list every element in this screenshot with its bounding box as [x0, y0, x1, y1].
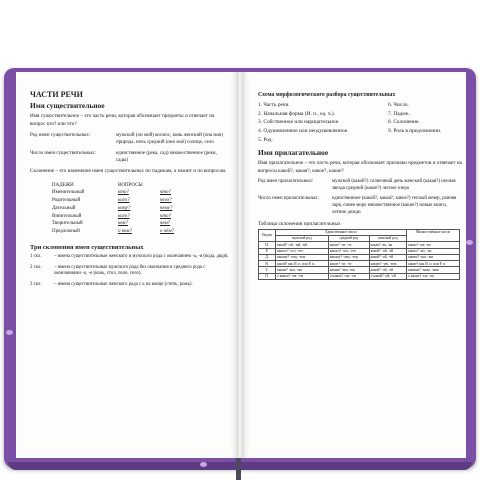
declension-item [30, 265, 230, 278]
declension-number: 2 скл. [30, 264, 42, 270]
scheme-list-right [388, 101, 462, 144]
table-cell: каких? -ых, -их [407, 248, 460, 254]
adjective-number-values: единственное (какой?, какая?, какое?) теплый вечер, ранняя заря, синее море множественное (какие?) новые книги, летние дожди [332, 195, 457, 215]
table-cell: какой? -ой, -ей [369, 254, 407, 260]
scheme-list-left [258, 101, 388, 144]
table-cell: каким? -ым, -им [276, 267, 329, 273]
declensions-heading: Три склонения имен существительных [30, 243, 144, 251]
table-cell-case: В. [259, 261, 276, 267]
table-cell: о каком? -ом, -ем [328, 273, 369, 279]
case-question-inanimate: чем? [160, 221, 171, 227]
table-cell: какой? -ой, -ый, -ий [276, 242, 329, 248]
case-question-animate: о ком? [118, 229, 132, 235]
table-cell: какую? -ую, -юю [369, 261, 407, 267]
scheme-item: 6. Число. [388, 102, 409, 108]
declension-description: – имена существительные женского рода с ь на конце (степь, рожь). [54, 281, 193, 287]
scheme-item: 8. Склонение. [388, 119, 420, 126]
case-name: Дательный [52, 205, 76, 211]
scheme-heading: Схема морфологического разбора существительных [258, 92, 396, 98]
table-header-singular: Единственное число [276, 229, 407, 235]
adjective-definition: Имя прилагательное – это часть речи, которая обозначает признаки предметов и отвечает на вопросы какой?, какая?, какое?, какие? [258, 160, 462, 174]
case-row [52, 189, 230, 197]
left-page-content [30, 90, 230, 293]
case-name: Родительный [52, 198, 81, 204]
case-row [52, 228, 230, 236]
table-header-neuter: средний род [328, 235, 369, 241]
table-cell: какого? -ого, -его [328, 248, 369, 254]
table-cell-case: Р. [259, 248, 276, 254]
adjective-gender-values: мужской (какой?) солнечный день женский (какая?) ночная звезда средний (какое?) лесное озеро [332, 179, 456, 192]
adjective-declension-table [258, 229, 460, 281]
table-header-case: Падеж [259, 229, 276, 242]
scheme-list [258, 101, 462, 144]
noun-number-label: Число имен существительных: [30, 151, 96, 157]
case-question-animate: кого? [118, 213, 130, 219]
case-row [52, 197, 230, 205]
noun-heading: Имя существительное [30, 101, 105, 110]
case-question-inanimate: о чём? [160, 229, 175, 235]
case-question-inanimate: чего? [160, 198, 172, 204]
adjective-number-label: Число имен прилагательных: [258, 195, 319, 201]
declension-item [30, 282, 230, 289]
cases-header-cases: ПАДЕЖИ [52, 182, 74, 188]
noun-gender-row [30, 132, 230, 146]
table-cell: о какой? -ой, -ей [369, 273, 407, 279]
table-cell: какому? -ому, -ему [276, 254, 329, 260]
declension-number: 1 скл. [30, 253, 42, 259]
scheme-item: 4. Одушевленное или неодушевленное. [258, 127, 349, 134]
declension-definition: Склонение – это изменение имен существительных по падежам, а значит и по вопросам. [30, 168, 227, 175]
noun-gender-label: Род имен существительных: [30, 133, 91, 139]
declension-description: – имена существительные женского и мужского рода с окончанием -а, -я (вода, дядя). [54, 253, 229, 259]
scheme-item: 2. Начальная форма (И. п., ед. ч.). [258, 110, 336, 117]
noun-number-values: единственное (река, сад) множественное (реки, сады) [116, 151, 217, 164]
case-question-animate: кто? [118, 190, 129, 196]
table-cell: какие? -ые, -ие [407, 242, 460, 248]
scheme-item: 1. Часть речи. [258, 102, 290, 108]
table-cell: какие? как И. п. или Р. п. [407, 261, 460, 267]
case-question-inanimate: что? [160, 190, 171, 196]
adjective-gender-label: Род имен прилагательных: [258, 179, 314, 185]
noun-gender-values: мужской (он мой) космос, конь женский (она моя) природа, ночь средний (оно моё) солнце, село [116, 133, 223, 146]
adjective-gender-row [258, 179, 462, 193]
table-cell: какими? -ыми, -ими [407, 267, 460, 273]
scheme-item: 5. Род. [258, 136, 273, 143]
case-name: Винительный [52, 213, 82, 219]
table-cell: о каких? -ых, -их [407, 273, 460, 279]
declension-table-title: Таблица склонения прилагательных [258, 220, 341, 227]
case-question-animate: кому? [118, 205, 131, 211]
scheme-item: 3. Собственное или нарицательное. [258, 119, 340, 126]
case-name: Творительный [52, 221, 83, 227]
table-cell: каким? -ым, -им [328, 267, 369, 273]
table-cell: какой? -ой, -ей [369, 248, 407, 254]
case-question-inanimate: чему? [160, 205, 173, 211]
cover-dot-decoration [6, 330, 13, 335]
table-cell-case: Т. [259, 267, 276, 273]
adjective-number-row [258, 196, 462, 217]
table-row [259, 273, 460, 279]
cases-header-blank [160, 182, 210, 190]
table-cell-case: Д. [259, 254, 276, 260]
table-cell: какой? как И. п. или Р. п. [276, 261, 329, 267]
ribbon-bookmark[interactable] [236, 458, 241, 480]
scheme-item: 7. Падеж. [388, 110, 410, 117]
case-question-inanimate: что? [160, 213, 171, 219]
table-cell: какого? -ого, -его [276, 248, 329, 254]
table-cell: каким? -ым, -им [407, 254, 460, 260]
table-cell-case: И. [259, 242, 276, 248]
case-question-animate: кого? [118, 198, 130, 204]
table-header-plural: Множественное число [407, 229, 460, 242]
table-cell: какому? -ому, -ему [328, 254, 369, 260]
right-page [242, 72, 466, 458]
case-row [52, 205, 230, 213]
table-cell: какое? -ое, -ее [328, 242, 369, 248]
cover-dot-decoration [466, 240, 473, 245]
noun-number-row [30, 150, 230, 164]
right-page-content [258, 92, 462, 280]
noun-definition: Имя существительное – это часть речи, которая обозначает предметы и отвечает на вопрос кто? или что? [30, 113, 215, 127]
cases-header-questions: ВОПРОСЫ [118, 182, 143, 188]
case-name: Предложный [52, 229, 80, 235]
adjective-heading: Имя прилагательное [258, 148, 329, 158]
cases-table [52, 182, 230, 236]
case-row [52, 220, 230, 228]
scheme-item: 9. Роль в предложении. [388, 127, 442, 134]
table-header-masculine: мужской род [276, 235, 329, 241]
table-cell: какое? -ое, -ее [328, 261, 369, 267]
case-name: Именительный [52, 190, 85, 196]
table-header-feminine: женский род [369, 235, 407, 241]
cases-header [52, 182, 230, 190]
cover-dot-decoration [200, 462, 207, 467]
declension-number: 3 скл. [30, 281, 42, 287]
page-title: ЧАСТИ РЕЧИ [30, 90, 83, 99]
table-cell: какая? -ая, -яя [369, 242, 407, 248]
table-cell: какой? -ой, -ей [369, 267, 407, 273]
left-page [16, 72, 238, 458]
table-cell-case: П. [259, 273, 276, 279]
declension-description: – имена существительные мужского рода без окончания и среднего рода с окончаниями -о, -е (конь, стол, поле, село). [54, 264, 206, 277]
declension-item [30, 254, 230, 261]
case-question-animate: кем? [118, 221, 128, 227]
table-cell: о каком? -ом, -ем [276, 273, 329, 279]
case-row [52, 213, 230, 221]
